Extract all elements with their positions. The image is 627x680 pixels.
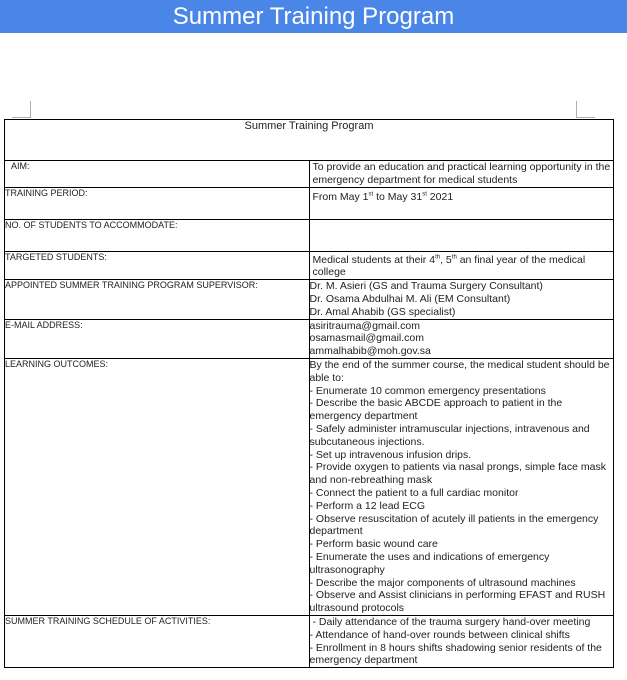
schedule-item: - Attendance of hand-over rounds between clinical shifts [309, 628, 570, 641]
period-suffix: 2021 [426, 190, 454, 203]
row-value [309, 280, 614, 319]
page-corner-mark-left [12, 101, 31, 118]
schedule-item: - Enrollment in 8 hours shifts shadowing senior residents of the emergency department [309, 641, 602, 667]
targeted-sup-2: th [451, 254, 457, 261]
aim-text: To provide an education and practical learning opportunity in the emergency department for medical students [312, 161, 611, 186]
row-label: APPOINTED SUMMER TRAINING PROGRAM SUPERVISOR: [5, 280, 310, 319]
outcome-item: - Enumerate 10 common emergency presentations [309, 384, 546, 397]
outcome-item: - Perform basic wound care [309, 538, 438, 551]
outcome-item: - Provide oxygen to patients via nasal prongs, simple face mask and non-rebreathing mask [309, 461, 606, 487]
period-prefix: From May 1 [312, 190, 369, 203]
table-row-students-count [5, 219, 614, 251]
row-value [309, 358, 614, 615]
supervisor-line: Dr. M. Asieri (GS and Trauma Surgery Consultant) [309, 280, 543, 293]
period-text [310, 188, 614, 204]
row-value-empty [309, 219, 614, 251]
table-header-row [5, 120, 614, 161]
row-label: SUMMER TRAINING SCHEDULE OF ACTIVITIES: [5, 615, 310, 667]
targeted-text [310, 252, 614, 280]
supervisor-line: Dr. Amal Ahabib (GS specialist) [309, 305, 456, 318]
row-value [309, 615, 614, 667]
table-row-aim [5, 161, 614, 188]
table-row-training-period [5, 187, 614, 219]
row-label: TRAINING PERIOD: [5, 187, 310, 219]
outcome-item: - Connect the patient to a full cardiac monitor [309, 486, 519, 499]
schedule-item: - Daily attendance of the trauma surgery hand-over meeting [312, 615, 591, 628]
targeted-suffix: an final year of the medical college [312, 253, 586, 279]
targeted-sup-1: th [435, 254, 441, 261]
table-row-schedule [5, 615, 614, 667]
table-title: Summer Training Program [5, 120, 614, 161]
period-sup-1: st [368, 191, 374, 198]
outcome-item: - Perform a 12 lead ECG [309, 499, 426, 512]
email-address: asiritrauma@gmail.com [309, 319, 420, 332]
row-label: LEARNING OUTCOMES: [5, 358, 310, 615]
page-title-banner: Summer Training Program [0, 0, 627, 33]
outcome-item: - Safely administer intramuscular injections, intravenous and subcutaneous injections. [309, 422, 590, 448]
email-address: ammalhabib@moh.gov.sa [309, 345, 431, 358]
row-value [309, 187, 614, 219]
row-value [309, 251, 614, 280]
email-address: osamasmail@gmail.com [309, 332, 425, 345]
row-label: TARGETED STUDENTS: [5, 251, 310, 280]
outcome-item: - Describe the major components of ultrasound machines [309, 576, 576, 589]
row-label: NO. OF STUDENTS TO ACCOMMODATE: [5, 219, 310, 251]
outcome-item: - Describe the basic ABCDE approach to patient in the emergency department [309, 397, 563, 423]
row-value [309, 161, 614, 188]
period-sup-2: st [422, 191, 427, 198]
row-value [309, 319, 614, 358]
outcome-intro: By the end of the summer course, the medical student should be able to: [309, 358, 610, 384]
outcome-item: - Observe resuscitation of acutely ill patients in the emergency department [309, 512, 599, 538]
program-table [4, 119, 614, 668]
targeted-middle: , 5 [440, 253, 452, 266]
row-label: E-MAIL ADDRESS: [5, 319, 310, 358]
table-row-supervisor [5, 280, 614, 319]
table-row-targeted-students [5, 251, 614, 280]
targeted-prefix: Medical students at their 4 [312, 253, 436, 266]
row-label: AIM: [5, 161, 310, 188]
page-corner-mark-right [576, 101, 595, 118]
period-middle: to May 31 [373, 190, 423, 203]
table-row-learning-outcomes [5, 358, 614, 615]
outcome-item: - Enumerate the uses and indications of emergency ultrasonography [309, 550, 550, 576]
outcome-item: - Observe and Assist clinicians in performing EFAST and RUSH ultrasound protocols [309, 589, 606, 615]
table-row-email [5, 319, 614, 358]
supervisor-line: Dr. Osama Abdulhai M. Ali (EM Consultant) [309, 292, 511, 305]
outcome-item: - Set up intravenous infusion drips. [309, 448, 472, 461]
